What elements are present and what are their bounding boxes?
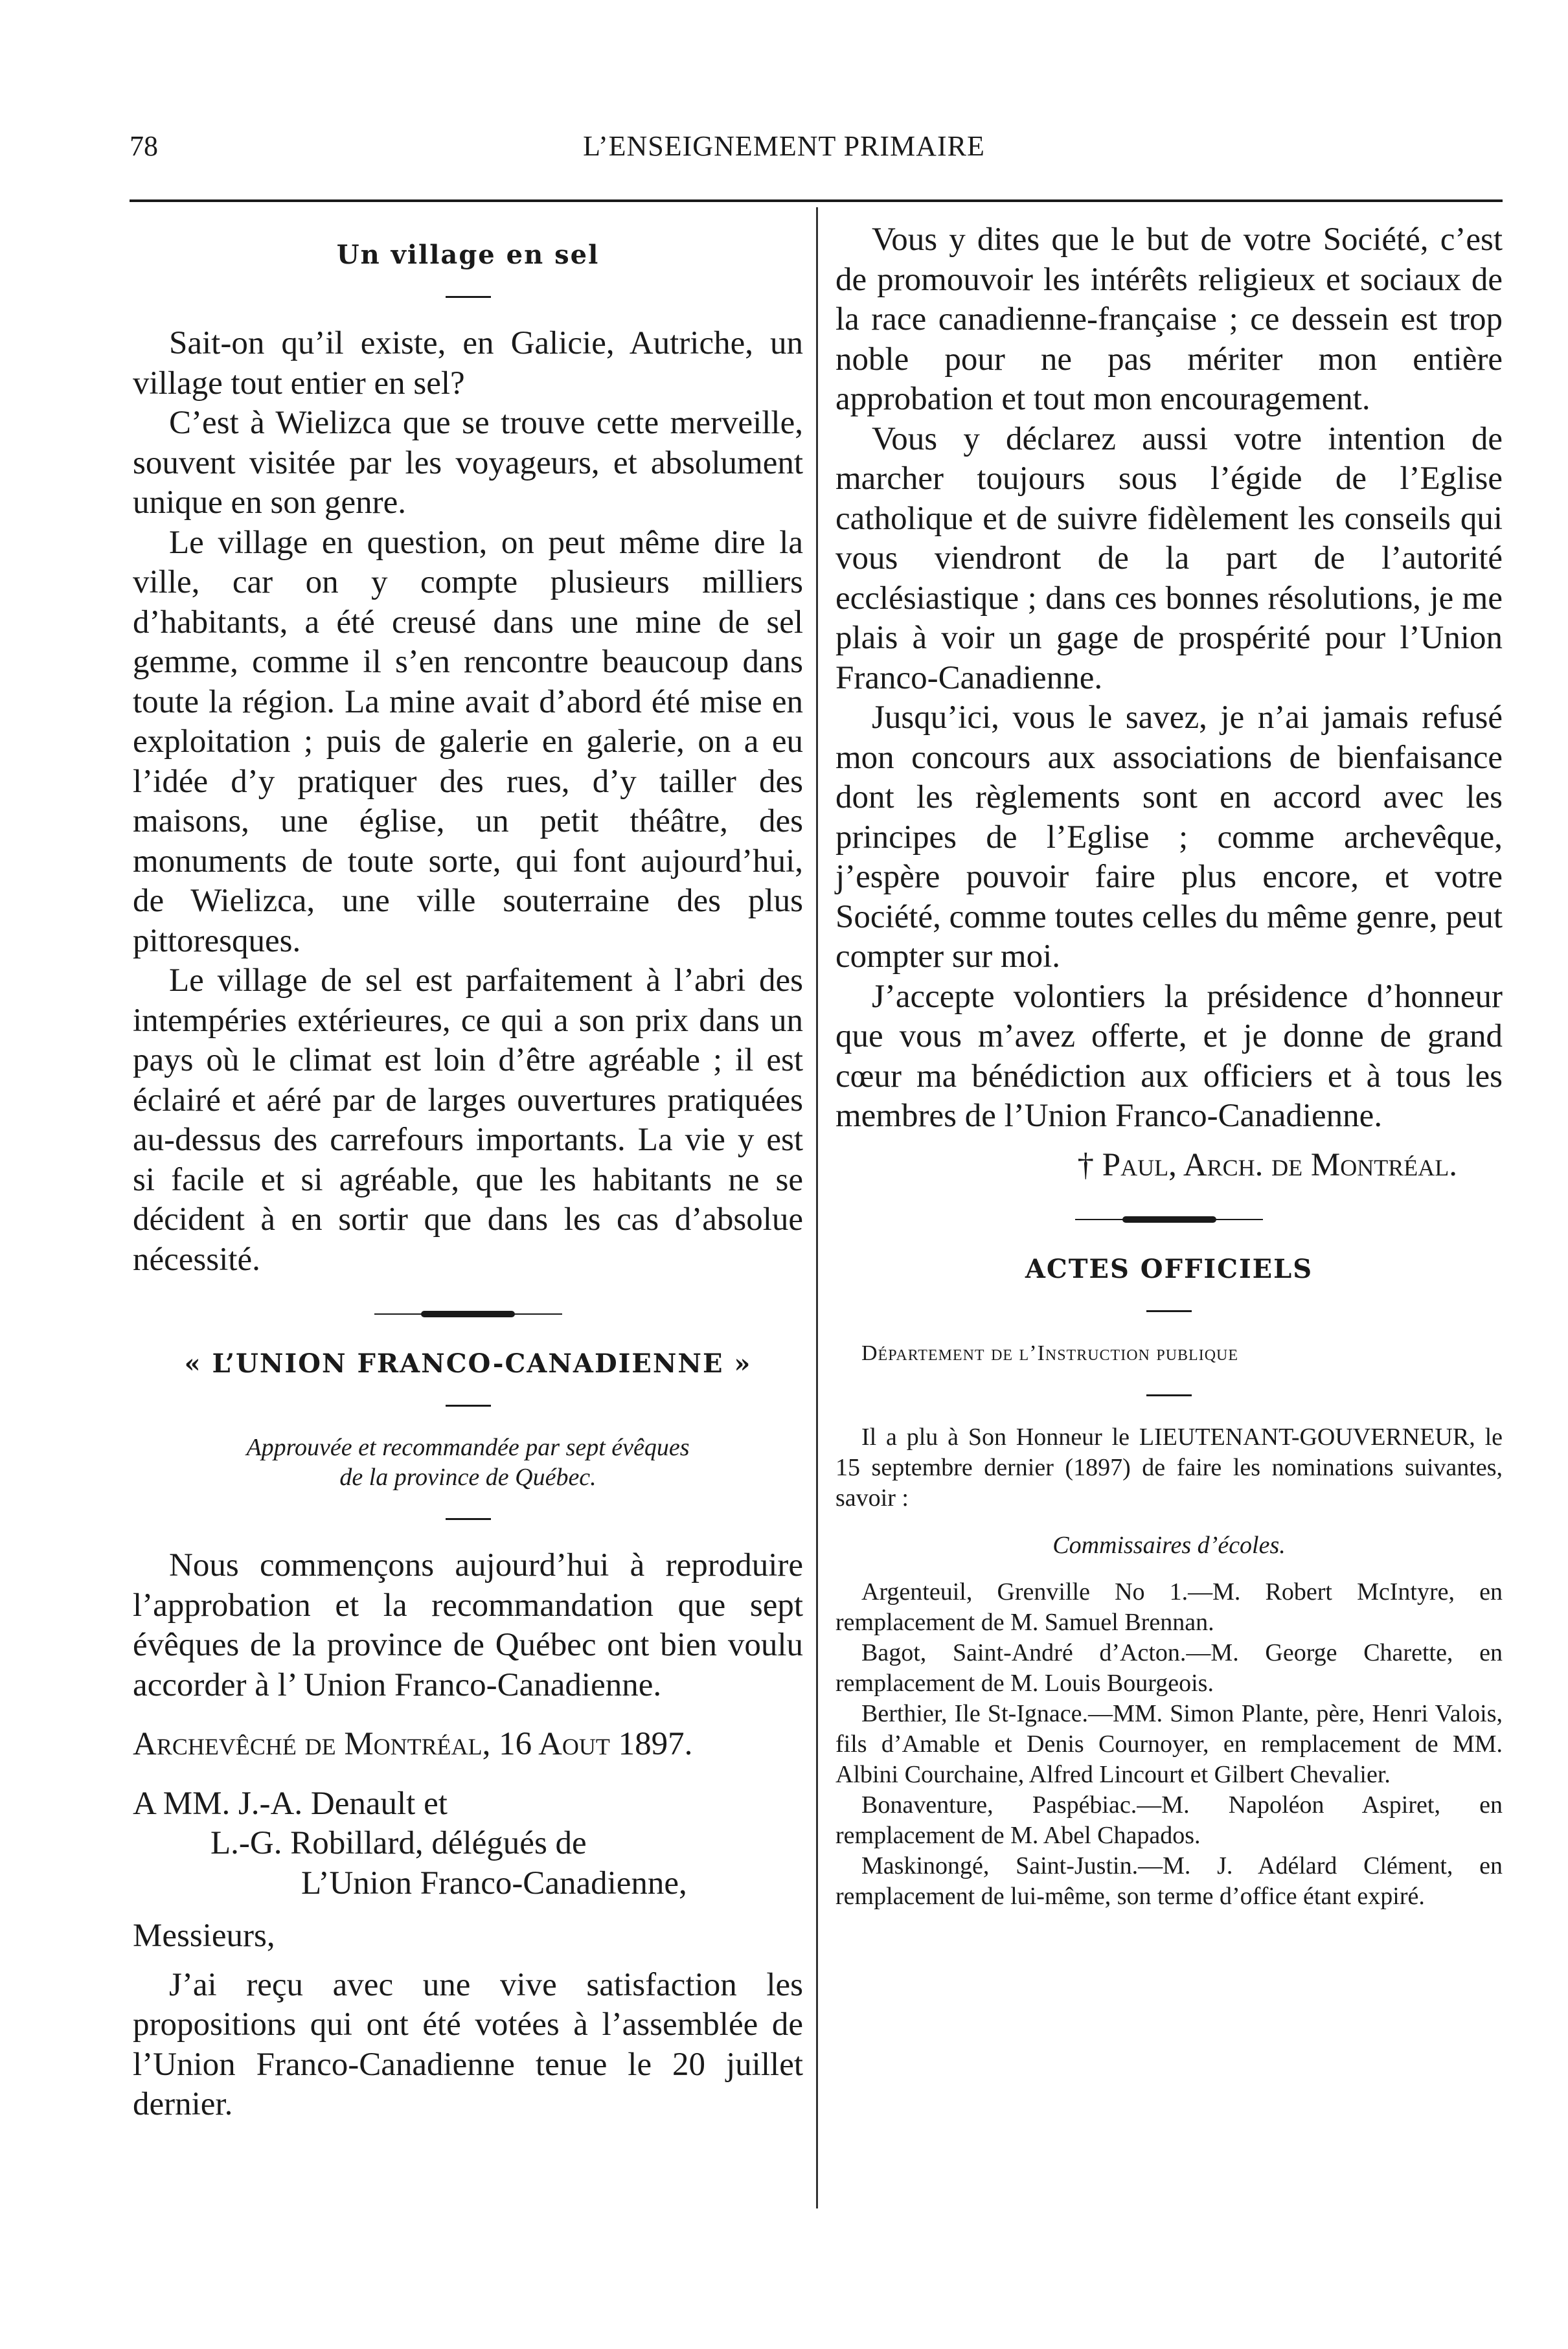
article-title-actes: ACTES OFFICIELS <box>1025 1254 1313 1284</box>
nomination-entry: Argenteuil, Grenville No 1.—M. Robert McIntyre, en remplacement de M. Samuel Brennan. <box>835 1578 1503 1636</box>
article-title-union: « L’UNION FRANCO-CANADIENNE » <box>184 1348 752 1379</box>
title-dash <box>446 296 491 298</box>
ornamental-rule <box>1075 1218 1263 1221</box>
address-line: L’Union Franco-Canadienne, <box>301 1865 687 1901</box>
signature: † Paul, Arch. de Montréal. <box>1077 1146 1457 1183</box>
letter-paragraph: Vous y déclarez aussi votre intention de marcher toujours sous l’égide de l’Eglise catholique et de suivre fidèlement les conseils qui vous viendront de la part de l’autorité ecclésiastique ; dans ces bonnes résolutions, je me plais à voir un gage de prospérité pour l’Union Franco-Canadienne. <box>835 420 1503 696</box>
address-line: A MM. J.-A. Denault et <box>133 1785 448 1822</box>
article-title-village: Un village en sel <box>336 240 600 270</box>
nomination-entry: Berthier, Ile St-Ignace.—MM. Simon Plante, père, Henri Valois, fils d’Amable et Denis Cournoyer, en remplacement de MM. Albini Courchaine, Alfred Lincourt et Gilbert Chevalier. <box>835 1700 1503 1788</box>
letter-paragraph: J’ai reçu avec une vive satisfaction les propositions qui ont été votées à l’assemblée de l’Union Franco-Canadienne tenue le 20 juillet dernier. <box>133 1966 803 2122</box>
running-title: L’ENSEIGNEMENT PRIMAIRE <box>583 130 985 162</box>
article-subtitle: de la province de Québec. <box>339 1464 597 1491</box>
ornamental-rule <box>374 1312 562 1316</box>
column-divider <box>816 207 818 2208</box>
title-dash <box>446 1518 491 1520</box>
intro-paragraph: Nous commençons aujourd’hui à reproduire l’approbation et la recommandation que sept évêques de la province de Québec ont bien voulu accorder à l’ Union Franco-Canadienne. <box>133 1547 803 1703</box>
nominations-intro: Il a plu à Son Honneur le LIEUTENANT-GOUVERNEUR, le 15 septembre dernier (1897) de faire les nominations suivantes, savoir : <box>835 1424 1503 1512</box>
nomination-entry: Bagot, Saint-André d’Acton.—M. George Charette, en remplacement de M. Louis Bourgeois. <box>835 1639 1503 1697</box>
paragraph: Le village de sel est parfaitement à l’abri des intempéries extérieures, ce qui a son prix dans un pays où le climat est loin d’être agréable ; il est éclairé et aéré par de larges ouvertures pratiquées au-dessus des carrefours importants. La vie y est si facile et si agréable, que les habitants ne se décident à en sortir que dans les cas d’absolue nécessité. <box>133 962 803 1278</box>
article-subtitle: Approuvée et recommandée par sept évêques <box>246 1434 690 1461</box>
salutation: Messieurs, <box>133 1918 275 1954</box>
letter-paragraph: J’accepte volontiers la présidence d’honneur que vous m’avez offerte, et je donne de grand cœur ma bénédiction aux officiers et à tous les membres de l’Union Franco-Canadienne. <box>835 978 1503 1134</box>
letter-paragraph: Vous y dites que le but de votre Société, c’est de promouvoir les intérêts religieux et sociaux de la race canadienne-française ; ce dessein est trop noble pour ne pas mériter mon entière approbation et tout mon encouragement. <box>835 221 1503 417</box>
left-column <box>133 220 803 2125</box>
paragraph: Sait-on qu’il existe, en Galicie, Autriche, un village tout entier en sel? <box>133 325 803 402</box>
department-heading: Département de l’Instruction publique <box>861 1341 1239 1365</box>
letter-paragraph: Jusqu’ici, vous le savez, je n’ai jamais refusé mon concours aux associations de bienfaisance dont les règlements sont en accord avec les principes de l’Eglise ; comme archevêque, j’espère pouvoir faire plus encore, et votre Société, comme toutes celles du même genre, peut compter sur moi. <box>835 699 1503 975</box>
title-dash <box>1146 1310 1192 1312</box>
address-line: L.-G. Robillard, délégués de <box>210 1825 587 1861</box>
page-number: 78 <box>130 130 158 162</box>
paragraph: C’est à Wielizca que se trouve cette merveille, souvent visitée par les voyageurs, et absolument unique en son genre. <box>133 405 803 521</box>
header-rule <box>130 199 1503 202</box>
title-dash <box>446 1405 491 1407</box>
nomination-entry: Maskinongé, Saint-Justin.—M. J. Adélard Clément, en remplacement de lui-même, son terme d’office étant expiré. <box>835 1852 1503 1910</box>
section-heading: Commissaires d’écoles. <box>1052 1532 1286 1559</box>
dateline: Archevêché de Montréal, 16 Aout 1897. <box>133 1726 693 1762</box>
title-dash <box>1146 1394 1192 1396</box>
nomination-entry: Bonaventure, Paspébiac.—M. Napoléon Aspiret, en remplacement de M. Abel Chapados. <box>835 1791 1503 1849</box>
right-column <box>835 220 1503 1912</box>
paragraph: Le village en question, on peut même dire la ville, car on y compte plusieurs milliers d’habitants, a été creusé dans une mine de sel gemme, comme il s’en rencontre beaucoup dans toute la région. La mine avait d’abord été mise en exploitation ; puis de galerie en galerie, on a eu l’idée d’y pratiquer des rues, d’y tailler des maisons, une église, un petit théâtre, des monuments de toute sorte, qui font aujourd’hui, de Wielizca, une ville souterraine des plus pittoresques. <box>133 524 803 959</box>
